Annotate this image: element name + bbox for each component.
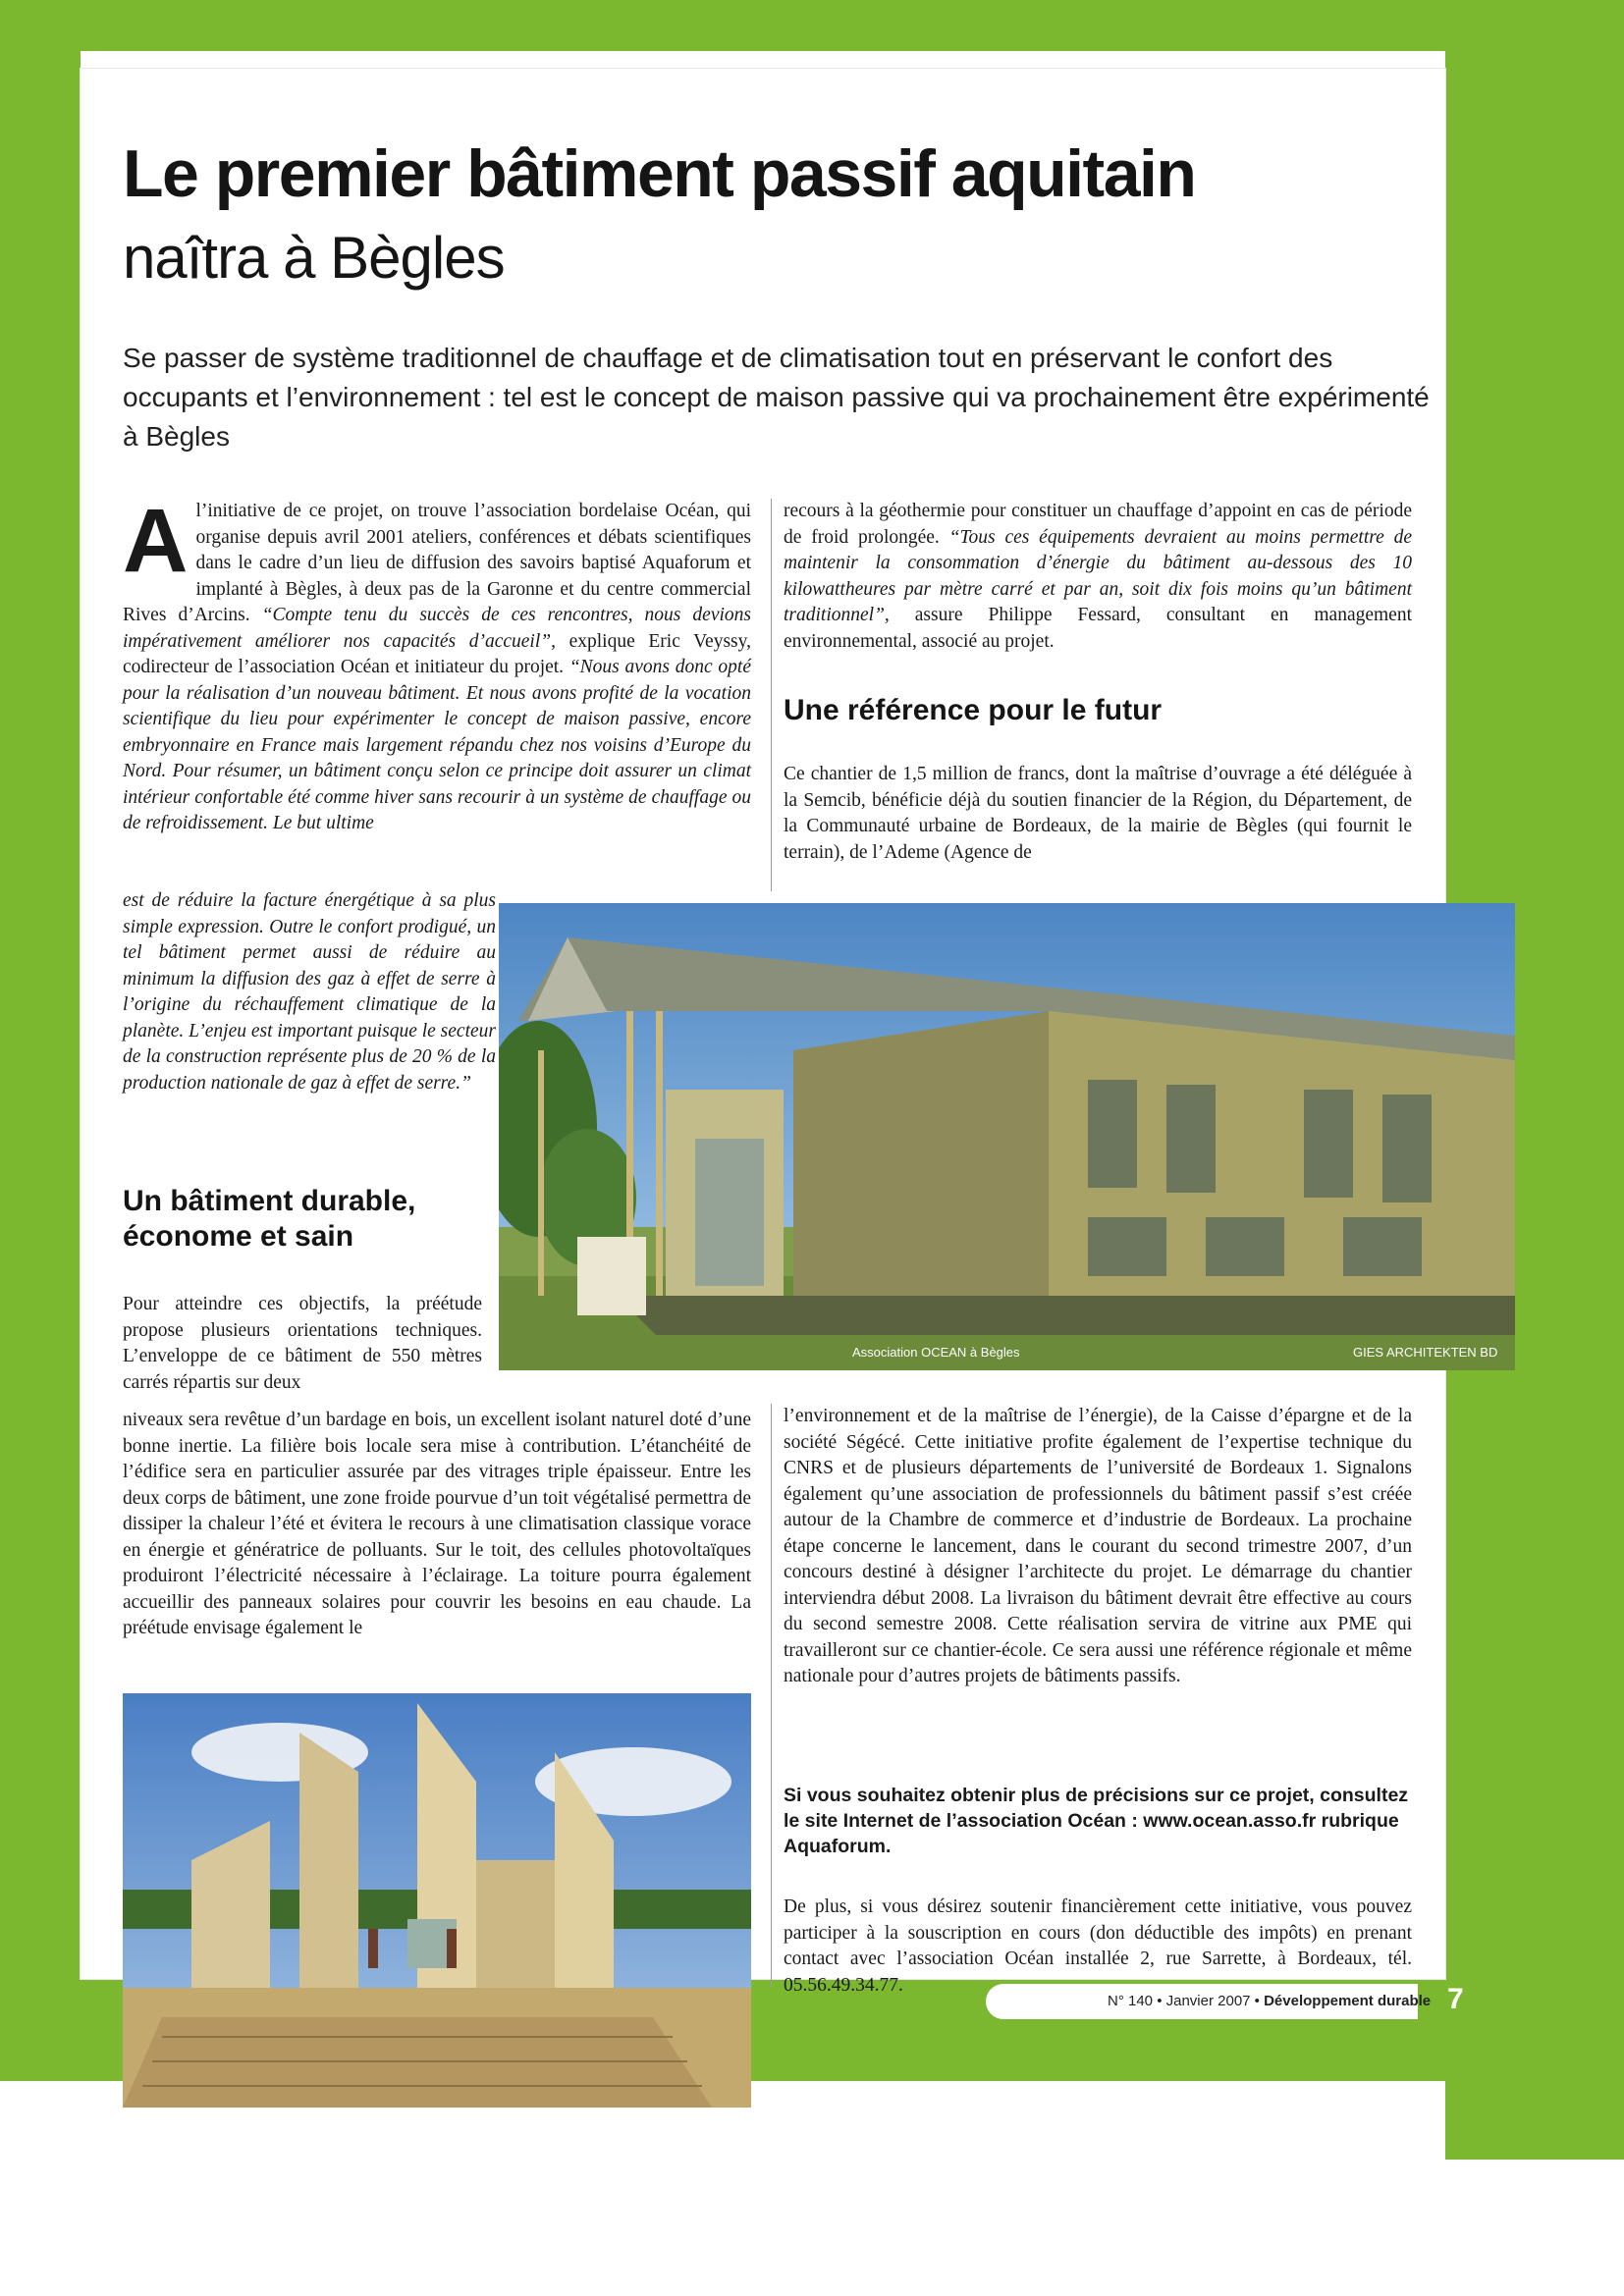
info-plain: De plus, si vous désirez soutenir financièrement cette initiative, vous pouvez participer à la souscription en cours (don déductible des impôts) en prenant contact avec l’association Océan installée 2, rue Sarrette, à Bordeaux, tél. 05.56.49.34.77. (784, 1896, 1412, 1996)
column-divider-top (771, 499, 772, 891)
intro-text: l’initiative de ce projet, on trouve l’association bordelaise Océan, qui organise depuis avril 2001 ateliers, conférences et débats scientifiques dans le cadre d’un lieu de diffusion des savoirs baptisé Aquaforum et implanté à Bègles, à deux pas de la Garonne et du centre commercial Rives d’Arcins. (123, 501, 751, 625)
footer-issue: N° 140 • Janvier 2007 • (1108, 1993, 1265, 2009)
section2-text-top (784, 762, 1412, 866)
intro-quote2: “Nous avons donc opté pour la réalisation d’un nouveau bâtiment. Et nous avons profité de la vocation scientifique du lieu pour expérimenter le concept de maison passive, encore embryonnaire en France mais largement répandu chez nos voisins d’Europe du Nord. Pour résumer, un bâtiment conçu selon ce principe doit assurer un climat intérieur confortable été comme hiver sans recourir à un système de chauffage ou de refroidissement. Le but ultime (123, 657, 751, 833)
column-divider-bottom (771, 1404, 772, 1988)
info-bold: Si vous souhaitez obtenir plus de précisions sur ce projet, consultez le site Internet de l’association Océan : www.ocean.asso.fr rubrique Aquaforum. (784, 1785, 1409, 1857)
section1-text-wide (123, 1408, 751, 1642)
section1-text-a: Pour atteindre ces objectifs, la préétude propose plusieurs orientations techniques. L’enveloppe de ce bâtiment de 550 mètres carrés répartis sur deux (123, 1294, 482, 1393)
section2-text-b: l’environnement et de la maîtrise de l’énergie), de la Caisse d’épargne et de la société Ségécé. Cette initiative profite également de l’expertise technique du CNRS et de plusieurs départements de l’université de Bordeaux 1. Signalons également qu’une association de professionnels du bâtiment passif s’est créée autour de la Chambre de commerce et d’industrie de Bordeaux. La prochaine étape concerne le lancement, dans le courant du second trimestre 2007, d’un concours destiné à désigner l’architecte du projet. Le démarrage du chantier interviendra début 2008. La livraison du bâtiment devrait être effective au cours du second semestre 2008. Cette réalisation servira de vitrine aux PME qui travailleront sur ce chantier-école. Ce sera aussi une référence régionale et même nationale pour d’autres projets de bâtiments passifs. (784, 1406, 1412, 1686)
title-line1: Le premier bâtiment passif aquitain (123, 136, 1196, 211)
intro-column (123, 491, 751, 837)
section2-heading: Une référence pour le futur (784, 694, 1163, 726)
title-line2: naîtra à Bègles (123, 225, 505, 291)
section2-text-bottom (784, 1404, 1412, 1690)
intro-quote2-continued: est de réduire la facture énergétique à sa plus simple expression. Outre le confort prodigué, un tel bâtiment permet aussi de réduire au minimum la diffusion des gaz à effet de serre à l’origine du réchauffement climatique de la planète. L’enjeu est important puisque le secteur de la construction représente plus de 20 % de la production nationale de gaz à effet de serre.” (123, 890, 496, 1094)
footer-magazine: Développement durable (1264, 1993, 1432, 2009)
footer-issue-line (1108, 1993, 1431, 2009)
intro-quote1: “Compte tenu du succès de ces rencontres, nous devions impérativement améliorer nos capacités d’accueil”, (123, 605, 751, 652)
intro-text2: explique Eric Veyssy, codirecteur de l’association Océan et initiateur du projet. (123, 630, 751, 677)
construction-site-image (123, 1693, 751, 2108)
page-number: 7 (1447, 1983, 1464, 2015)
section2-text-a: Ce chantier de 1,5 million de francs, dont la maîtrise d’ouvrage a été déléguée à la Semcib, bénéficie déjà du soutien financier de la Région, du Département, de la Communauté urbaine de Bordeaux, de la mairie de Bègles (qui fournit le terrain), de l’Ademe (Agence de (784, 764, 1412, 863)
info-box (784, 1783, 1412, 1859)
right-text: recours à la géothermie pour constituer un chauffage d’appoint en cas de période de froid prolongée. (784, 501, 1412, 548)
building-rendering-image (499, 903, 1515, 1370)
green-band-top (0, 0, 1624, 51)
lead-paragraph: Se passer de système traditionnel de chauffage et de climatisation tout en préservant le confort des occupants et l’environnement : tel est le concept de maison passive qui va prochainement être expérimenté à Bègles (123, 343, 1430, 452)
right-column-top (784, 499, 1412, 655)
dropcap: A (123, 491, 189, 591)
right-quote: “Tous ces équipements devraient au moins permettre de maintenir la consommation d’énergie du bâtiment au-dessous des 10 kilowattheures par mètre carré et par an, soit dix fois moins qu’un bâtiment traditionnel”, (784, 526, 1412, 625)
photo-caption-right: GIES ARCHITEKTEN BD (1353, 1345, 1498, 1360)
right-text2: assure Philippe Fessard, consultant en management environnemental, associé au projet. (784, 605, 1412, 652)
section1-heading: Un bâtiment durable, économe et sain (123, 1185, 416, 1253)
building-rendering-photo (499, 903, 1515, 1370)
green-band-left (0, 0, 81, 2081)
intro-column-continued (123, 888, 496, 1096)
section1-text-narrow (123, 1292, 482, 1396)
section1-text-b: niveaux sera revêtue d’un bardage en bois, un excellent isolant naturel doté d’une bonne inertie. La filière bois locale sera mise à contribution. L’étanchéité de l’édifice sera en particulier assurée par des vitrages triple épaisseur. Entre les deux corps de bâtiment, une zone froide pourvue d’un toit végétalisé permettra de dissiper la chaleur l’été et évitera le recours à une climatisation classique vorace en énergie et génératrice de polluants. Sur le toit, des cellules photovoltaïques produiront l’électricité nécessaire à l’éclairage. La toiture pourra également accueillir des panneaux solaires pour couvrir les besoins en eau chaude. La préétude envisage également le (123, 1410, 751, 1638)
photo-caption-left: Association OCEAN à Bègles (852, 1345, 1020, 1360)
construction-photo (123, 1693, 751, 2108)
